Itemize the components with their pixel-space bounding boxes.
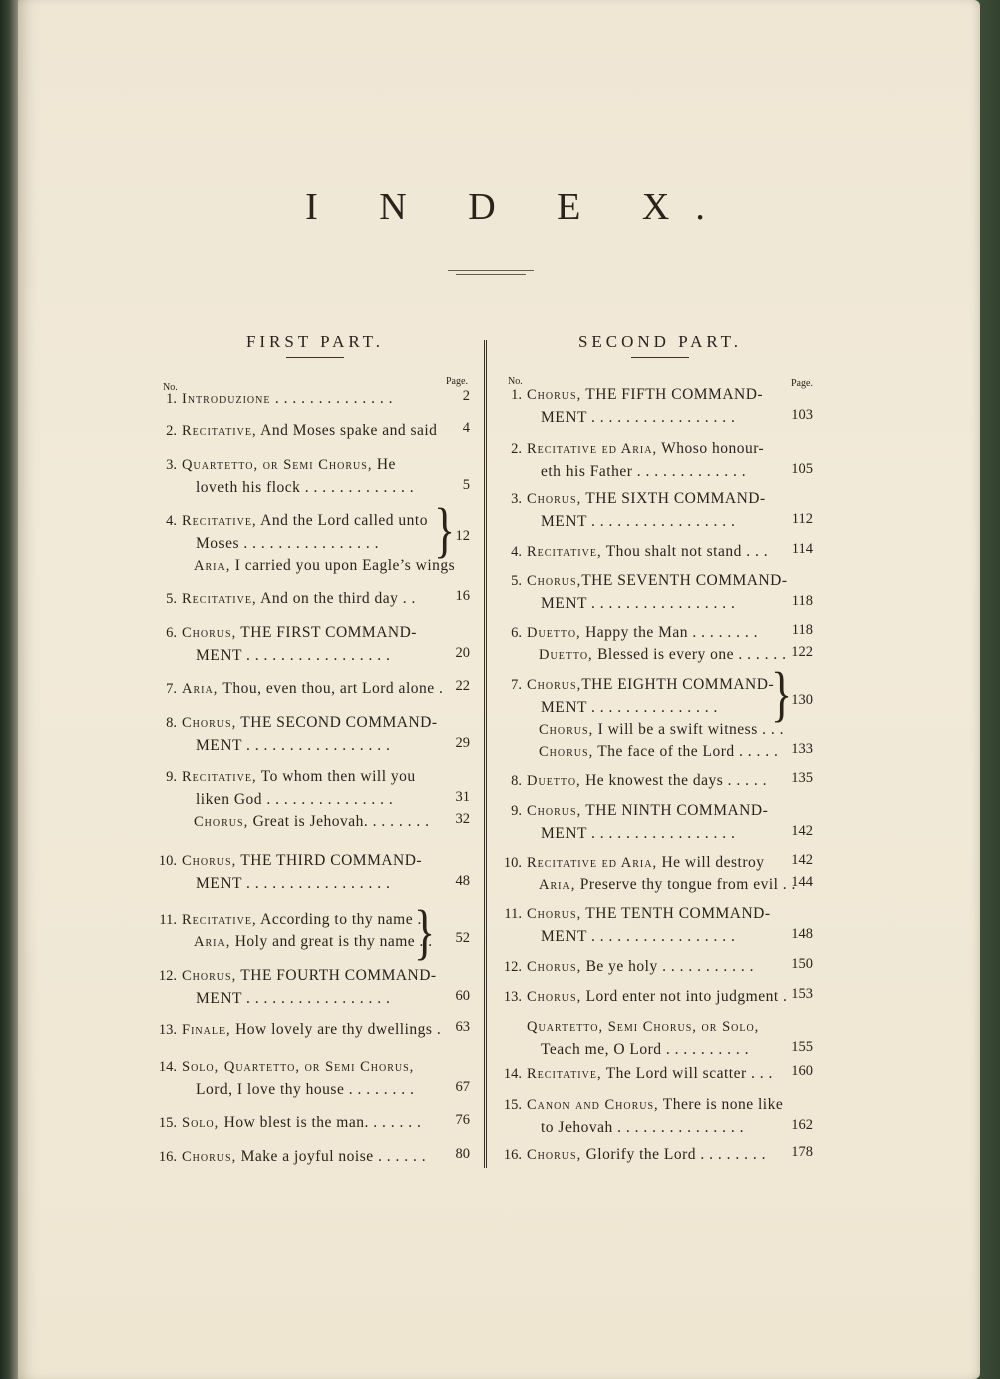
entry-number: 6. <box>166 625 177 641</box>
entry-form: Chorus, <box>182 853 237 869</box>
entry-number: 15. <box>158 1115 177 1131</box>
entry-sub-form: Duetto, <box>539 647 593 663</box>
entry-line <box>182 1112 421 1134</box>
entry-page: 148 <box>791 926 813 942</box>
entry-line <box>527 1144 766 1166</box>
second-page-label: Page. <box>791 378 813 389</box>
entry-continuation <box>196 988 390 1010</box>
entry-line <box>182 678 443 700</box>
entry-line <box>182 388 393 410</box>
entry-continuation <box>196 533 379 555</box>
entry-form: Chorus, <box>182 715 237 731</box>
entry-title: Lord enter not into judgment . <box>581 988 788 1005</box>
title-rule-lower <box>456 274 526 275</box>
entry-line <box>527 488 766 510</box>
entry-sub-form-2: Chorus, <box>539 744 594 760</box>
entry-form: Aria, <box>182 681 219 697</box>
entry-form: Recitative ed Aria, <box>527 855 658 871</box>
entry-line <box>182 1019 441 1041</box>
second-part-heading-rule <box>631 357 689 358</box>
entry-line <box>182 1146 426 1168</box>
entry-number: 6. <box>511 625 522 641</box>
entry-form: Duetto, <box>527 625 581 641</box>
entry-number: 16. <box>158 1149 177 1165</box>
entry-line <box>182 965 437 987</box>
entry-line <box>527 438 764 460</box>
entry-title: Make a joyful noise . . . . . . <box>236 1148 427 1165</box>
entry-number: 8. <box>511 773 522 789</box>
first-page-label: Page. <box>446 376 468 387</box>
entry-title: Whoso honour- <box>657 440 765 457</box>
entry-continuation-text: Teach me, O Lord . . . . . . . . . . <box>541 1041 750 1058</box>
entry-continuation <box>541 407 735 429</box>
entry-form: Canon and Chorus, <box>527 1097 659 1113</box>
entry-sub-form: Chorus, <box>539 722 594 738</box>
entry-continuation <box>196 477 414 499</box>
entry-page: 22 <box>455 678 470 694</box>
entry-title: Thou, even thou, art Lord alone . <box>218 680 444 697</box>
entry-number: 13. <box>503 989 522 1005</box>
entry-title: THE NINTH COMMAND- <box>581 802 769 819</box>
entry-page: 12 <box>455 528 470 544</box>
entry-continuation-text: MENT . . . . . . . . . . . . . . . <box>541 699 718 716</box>
entry-sub-title: I will be a swift witness . . . <box>593 721 784 738</box>
entry-form: Solo, Quartetto, or Semi Chorus, <box>182 1059 415 1075</box>
entry-number: 13. <box>158 1022 177 1038</box>
entry-line <box>527 384 763 406</box>
entry-page: 67 <box>455 1079 470 1095</box>
entry-title: Glorify the Lord . . . . . . . . <box>581 1146 767 1163</box>
entry-sub-line <box>194 811 430 833</box>
entry-line <box>527 622 758 644</box>
entry-page: 4 <box>462 420 470 436</box>
entry-form: Chorus, <box>527 573 582 589</box>
entry-line <box>527 903 771 925</box>
entry-continuation-text: MENT . . . . . . . . . . . . . . . . . <box>196 990 391 1007</box>
entry-sub-title: Holy and great is thy name . . <box>230 933 433 950</box>
entry-title: He knowest the days . . . . . <box>580 772 768 789</box>
entry-sub-form: Aria, <box>194 558 231 574</box>
entry-number: 12. <box>503 959 522 975</box>
entry-continuation-text: Lord, I love thy house . . . . . . . . <box>196 1081 415 1098</box>
entry-number: 1. <box>166 391 177 407</box>
entry-title: And on the third day . . <box>256 590 416 607</box>
entry-continuation-text: MENT . . . . . . . . . . . . . . . . . <box>541 595 736 612</box>
entry-title: To whom then will you <box>256 768 416 785</box>
entry-continuation <box>541 823 735 845</box>
entry-line <box>527 674 774 696</box>
entry-continuation <box>541 461 746 483</box>
entry-continuation <box>196 735 390 757</box>
entry-number: 10. <box>158 853 177 869</box>
entry-continuation-text: MENT . . . . . . . . . . . . . . . . . <box>541 825 736 842</box>
entry-line <box>527 986 787 1008</box>
entry-number: 1. <box>511 387 522 403</box>
title-rule <box>448 270 534 271</box>
entry-continuation-text: MENT . . . . . . . . . . . . . . . . . <box>541 409 736 426</box>
entry-number: 5. <box>511 573 522 589</box>
entry-form: Chorus, <box>527 803 582 819</box>
entry-number: 11. <box>159 912 177 928</box>
entry-title: He <box>372 456 396 473</box>
entry-page: 31 <box>455 789 470 805</box>
entry-number: 10. <box>503 855 522 871</box>
entry-page: 160 <box>791 1063 813 1079</box>
entry-page: 29 <box>455 735 470 751</box>
entry-continuation <box>541 593 735 615</box>
entry-continuation-text: MENT . . . . . . . . . . . . . . . . . <box>541 928 736 945</box>
entry-page: 112 <box>791 511 813 527</box>
entry-continuation-text: Moses . . . . . . . . . . . . . . . . <box>196 535 379 552</box>
entry-form: Duetto, <box>527 773 581 789</box>
entry-continuation-text: to Jehovah . . . . . . . . . . . . . . . <box>541 1119 744 1136</box>
entry-sub-page: 122 <box>791 644 813 660</box>
second-part-heading-text: SECOND PART. <box>577 332 743 351</box>
entry-page: 63 <box>455 1019 470 1035</box>
entry-title: THE EIGHTH COMMAND- <box>581 676 775 693</box>
entry-title: The Lord will scatter . . . <box>601 1065 773 1082</box>
second-part-heading <box>545 332 775 358</box>
entry-line <box>527 1094 783 1116</box>
entry-number: 9. <box>511 803 522 819</box>
entry-page: 118 <box>791 622 813 638</box>
entry-number: 7. <box>511 677 522 693</box>
entry-page: 142 <box>791 852 813 868</box>
entry-title: THE THIRD COMMAND- <box>236 852 423 869</box>
entry-line <box>527 1016 759 1038</box>
entry-sub-title: Blessed is every one . . . . . . <box>592 646 787 663</box>
entry-form: Chorus, <box>527 387 582 403</box>
entry-form: Chorus, <box>527 906 582 922</box>
entry-sub-title: I carried you upon Eagle’s wings <box>230 557 456 574</box>
entry-continuation-text: MENT . . . . . . . . . . . . . . . . . <box>196 647 391 664</box>
entry-title: THE TENTH COMMAND- <box>581 905 771 922</box>
entry-sub-page: 32 <box>455 811 470 827</box>
second-no-label: No. <box>508 376 523 387</box>
first-no-label: No. <box>163 382 178 393</box>
entry-form: Chorus, <box>182 1149 237 1165</box>
entry-line <box>182 1056 414 1078</box>
entry-page: 162 <box>791 1117 813 1133</box>
entry-continuation <box>541 1117 744 1139</box>
entry-line <box>182 454 396 476</box>
entry-line <box>182 420 437 442</box>
entry-form: Introduzione <box>182 391 271 407</box>
entry-form: Chorus, <box>527 677 582 693</box>
entry-title: And the Lord called unto <box>256 512 428 529</box>
entry-line <box>182 850 422 872</box>
entry-number: 5. <box>166 591 177 607</box>
entry-sub-form: Aria, <box>194 934 231 950</box>
first-part-heading <box>205 332 425 358</box>
entry-continuation <box>541 1039 749 1061</box>
entry-form: Recitative, <box>182 423 257 439</box>
entry-title: How lovely are thy dwellings . <box>230 1021 442 1038</box>
entry-page: 48 <box>455 873 470 889</box>
first-part-heading-text: FIRST PART. <box>245 332 385 351</box>
entry-page: 153 <box>791 986 813 1002</box>
entry-number: 8. <box>166 715 177 731</box>
entry-continuation <box>196 789 393 811</box>
page-title: I N D E X. <box>305 186 731 228</box>
entry-continuation-text: MENT . . . . . . . . . . . . . . . . . <box>196 737 391 754</box>
entry-sub-line <box>194 555 455 577</box>
entry-title: THE SEVENTH COMMAND- <box>581 572 788 589</box>
entry-form: Recitative ed Aria, <box>527 441 658 457</box>
entry-number: 15. <box>503 1097 522 1113</box>
entry-form: Solo, <box>182 1115 220 1131</box>
entry-page: 130 <box>791 692 813 708</box>
entry-title: Be ye holy . . . . . . . . . . . <box>581 958 754 975</box>
entry-sub-line-2 <box>539 741 778 763</box>
entry-page: 150 <box>791 956 813 972</box>
entry-continuation <box>541 697 718 719</box>
entry-title: THE SIXTH COMMAND- <box>581 490 766 507</box>
entry-line <box>527 570 788 592</box>
entry-number: 4. <box>511 544 522 560</box>
entry-number: 12. <box>158 968 177 984</box>
entry-line <box>527 770 767 792</box>
entry-sub-form: Chorus, <box>194 814 249 830</box>
entry-form: Recitative, <box>182 912 257 928</box>
entry-title: THE SECOND COMMAND- <box>236 714 438 731</box>
entry-continuation-text: liken God . . . . . . . . . . . . . . . <box>196 791 394 808</box>
entry-form: Chorus, <box>527 491 582 507</box>
entry-form: Finale, <box>182 1022 231 1038</box>
entry-form: Chorus, <box>527 989 582 1005</box>
entry-form: Chorus, <box>182 625 237 641</box>
entry-title: How blest is the man. . . . . . . <box>219 1114 422 1131</box>
grouping-brace: } <box>771 659 793 729</box>
entry-sub-page-2: 133 <box>791 741 813 757</box>
entry-sub-title-2: The face of the Lord . . . . . <box>593 743 779 760</box>
entry-page: 105 <box>791 461 813 477</box>
entry-sub-page: 144 <box>791 874 813 890</box>
entry-number: 9. <box>166 769 177 785</box>
entry-sub-line <box>539 719 784 741</box>
entry-page: 103 <box>791 407 813 423</box>
entry-continuation <box>541 926 735 948</box>
entry-title: THE FOURTH COMMAND- <box>236 967 437 984</box>
entry-page: 155 <box>791 1039 813 1055</box>
entry-title: THE FIRST COMMAND- <box>236 624 417 641</box>
entry-number: 16. <box>503 1147 522 1163</box>
entry-title: . . . . . . . . . . . . . . <box>270 390 393 407</box>
entry-page: 60 <box>455 988 470 1004</box>
entry-line <box>182 588 416 610</box>
entry-number: 3. <box>511 491 522 507</box>
entry-form: Recitative, <box>182 591 257 607</box>
entry-line <box>182 909 422 931</box>
entry-form: Quartetto, or Semi Chorus, <box>182 457 373 473</box>
entry-continuation <box>196 1079 414 1101</box>
entry-continuation-text: eth his Father . . . . . . . . . . . . . <box>541 463 747 480</box>
first-part-heading-rule <box>286 357 344 358</box>
entry-page: 118 <box>791 593 813 609</box>
entry-continuation <box>541 511 735 533</box>
entry-line <box>182 712 438 734</box>
entry-page: 142 <box>791 823 813 839</box>
entry-page: 80 <box>455 1146 470 1162</box>
entry-sub-form: Aria, <box>539 877 576 893</box>
entry-form: Chorus, <box>527 959 582 975</box>
entry-line <box>527 541 768 563</box>
entry-line <box>182 510 428 532</box>
grouping-brace: } <box>434 495 456 565</box>
entry-page: 20 <box>455 645 470 661</box>
entry-number: 2. <box>511 441 522 457</box>
entry-line <box>527 1063 773 1085</box>
entry-page: 16 <box>455 588 470 604</box>
entry-form: Chorus, <box>182 968 237 984</box>
entry-form: Recitative, <box>182 769 257 785</box>
entry-form: Chorus, <box>527 1147 582 1163</box>
entry-line <box>527 956 754 978</box>
entry-number: 2. <box>166 423 177 439</box>
entry-sub-title: Great is Jehovah. . . . . . . . <box>248 813 430 830</box>
entry-page: 5 <box>462 477 470 493</box>
entry-title: According to thy name . <box>256 911 422 928</box>
entry-number: 14. <box>158 1059 177 1075</box>
entry-form: Recitative, <box>527 544 602 560</box>
entry-continuation-text: MENT . . . . . . . . . . . . . . . . . <box>196 875 391 892</box>
entry-sub-line <box>539 644 787 666</box>
entry-title: THE FIFTH COMMAND- <box>581 386 764 403</box>
entry-continuation <box>196 873 390 895</box>
entry-sub-title: Preserve thy tongue from evil . . <box>575 876 796 893</box>
entry-title: Thou shalt not stand . . . <box>601 543 769 560</box>
entry-number: 4. <box>166 513 177 529</box>
column-divider <box>484 340 487 1168</box>
entry-page: 52 <box>455 930 470 946</box>
entry-continuation-text: MENT . . . . . . . . . . . . . . . . . <box>541 513 736 530</box>
entry-form: Quartetto, Semi Chorus, or Solo, <box>527 1019 760 1035</box>
entry-number: 11. <box>504 906 522 922</box>
entry-continuation-text: loveth his flock . . . . . . . . . . . . . <box>196 479 415 496</box>
entry-number: 7. <box>166 681 177 697</box>
entry-title: And Moses spake and said <box>256 422 438 439</box>
entry-continuation <box>196 645 390 667</box>
entry-page: 135 <box>791 770 813 786</box>
entry-sub-line <box>194 931 433 953</box>
entry-page: 114 <box>791 541 813 557</box>
entry-line <box>527 800 768 822</box>
entry-line <box>182 766 416 788</box>
entry-line <box>182 622 417 644</box>
entry-form: Recitative, <box>527 1066 602 1082</box>
entry-title: There is none like <box>658 1096 784 1113</box>
entry-page: 178 <box>791 1144 813 1160</box>
entry-title: Happy the Man . . . . . . . . <box>580 624 758 641</box>
entry-page: 2 <box>462 388 470 404</box>
entry-sub-line <box>539 874 796 896</box>
entry-title: He will destroy <box>657 854 765 871</box>
entry-page: 76 <box>455 1112 470 1128</box>
grouping-brace: } <box>414 897 436 967</box>
entry-line <box>527 852 765 874</box>
entry-number: 3. <box>166 457 177 473</box>
entry-number: 14. <box>503 1066 522 1082</box>
entry-form: Recitative, <box>182 513 257 529</box>
